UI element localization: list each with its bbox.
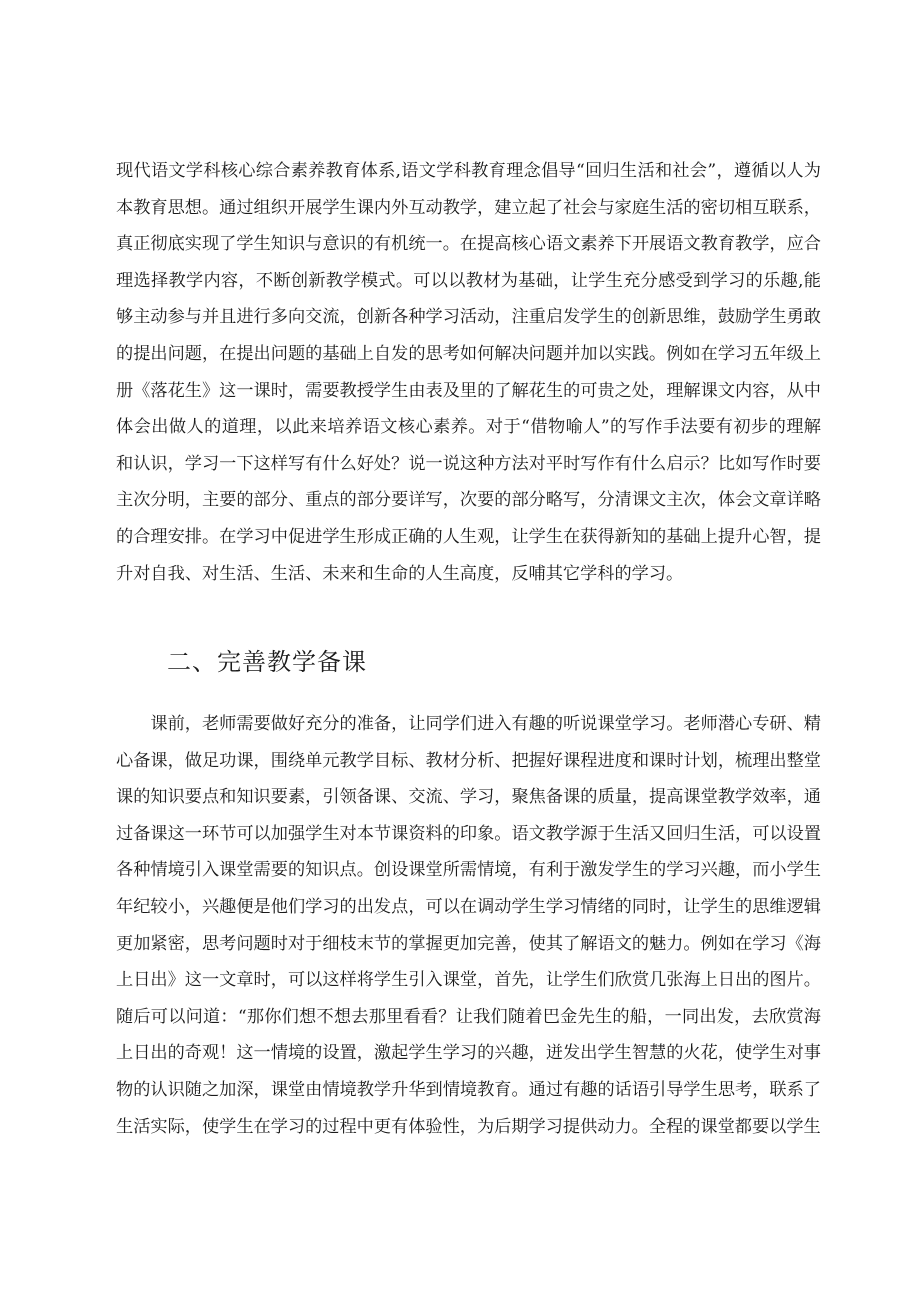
section-heading-lesson-preparation: 二、完善教学备课 [167, 648, 367, 676]
body-paragraph-core-literacy: 现代语文学科核心综合素养教育体系,语文学科教育理念倡导“回归生活和社会”，遵循以人为本教育思想。通过组织开展学生课内外互动教学，建立起了社会与家庭生活的密切相互联系，真正彻底实现了学生知识与意识的有机统一。在提高核心语文素养下开展语文教育教学，应合理选择教学内容，不断创新教学模式。可以以教材为基础，让学生充分感受到学习的乐趣,能够主动参与并且进行多向交流，创新各种学习活动，注重启发学生的创新思维，鼓励学生勇敢的提出问题，在提出问题的基础上自发的思考如何解决问题并加以实践。例如在学习五年级上册《落花生》这一课时，需要教授学生由表及里的了解花生的可贵之处，理解课文内容，从中体会出做人的道理，以此来培养语文核心素养。对于“借物喻人”的写作手法要有初步的理解和认识，学习一下这样写有什么好处？说一说这种方法对平时写作有什么启示？比如写作时要主次分明，主要的部分、重点的部分要详写，次要的部分略写，分清课文主次，体会文章详略的合理安排。在学习中促进学生形成正确的人生观，让学生在获得新知的基础上提升心智，提升对自我、对生活、生活、未来和生命的人生高度，反哺其它学科的学习。 [116, 161, 821, 584]
body-paragraph-lesson-preparation: 课前，老师需要做好充分的准备，让同学们进入有趣的听说课堂学习。老师潜心专研、精心备课，做足功课，围绕单元教学目标、教材分析、把握好课程进度和课时计划，梳理出整堂课的知识要点和知识要素，引领备课、交流、学习，聚焦备课的质量，提高课堂教学效率，通过备课这一环节可以加强学生对本节课资料的印象。语文教学源于生活又回归生活，可以设置各种情境引入课堂需要的知识点。创设课堂所需情境，有利于激发学生的学习兴趣，而小学生年纪较小，兴趣便是他们学习的出发点，可以在调动学生学习情绪的同时，让学生的思维逻辑更加紧密，思考问题时对于细枝末节的掌握更加完善，使其了解语文的魅力。例如在学习《海上日出》这一文章时，可以这样将学生引入课堂，首先，让学生们欣赏几张海上日出的图片。随后可以问道：“那你们想不想去那里看看？让我们随着巴金先生的船，一同出发，去欣赏海上日出的奇观！这一情境的设置，激起学生学习的兴趣，迸发出学生智慧的火花，使学生对事物的认识随之加深，课堂由情境教学升华到情境教育。通过有趣的话语引导学生思考，联系了生活实际，使学生在学习的过程中更有体验性，为后期学习提供动力。全程的课堂都要以学生 [116, 714, 821, 1137]
